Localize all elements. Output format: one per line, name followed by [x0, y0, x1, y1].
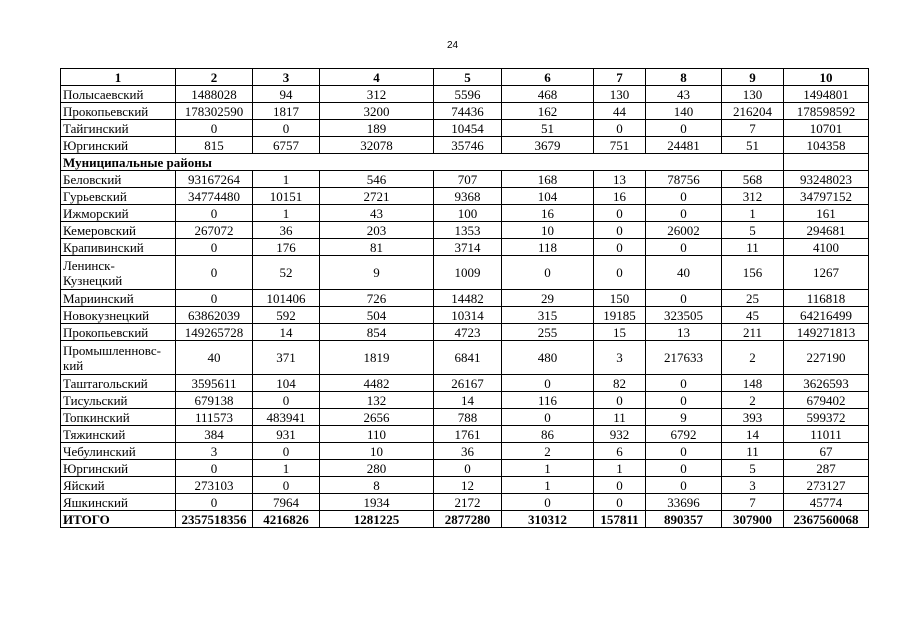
table-cell: 7	[722, 494, 784, 511]
table-cell: 10701	[784, 120, 869, 137]
table-cell: 854	[320, 324, 434, 341]
table-cell: 10314	[434, 307, 502, 324]
table-cell: 0	[594, 239, 646, 256]
row-label: Прокопьевский	[61, 324, 176, 341]
table-cell: 1	[594, 460, 646, 477]
table-cell: 1	[502, 460, 594, 477]
column-header: 4	[320, 69, 434, 86]
table-cell: 1819	[320, 341, 434, 375]
data-table	[60, 68, 869, 528]
row-label: Беловский	[61, 171, 176, 188]
table-cell: 15	[594, 324, 646, 341]
row-label: Яшкинский	[61, 494, 176, 511]
column-header: 10	[784, 69, 869, 86]
total-cell: 2877280	[434, 511, 502, 528]
table-cell: 384	[176, 426, 253, 443]
table-row	[61, 86, 869, 103]
row-label: Тисульский	[61, 392, 176, 409]
table-cell: 14482	[434, 290, 502, 307]
table-cell: 104	[253, 375, 320, 392]
table-cell: 0	[594, 222, 646, 239]
table-cell: 5596	[434, 86, 502, 103]
total-cell: 4216826	[253, 511, 320, 528]
table-cell: 8	[320, 477, 434, 494]
table-cell: 546	[320, 171, 434, 188]
table-cell: 0	[176, 256, 253, 290]
table-cell: 0	[646, 460, 722, 477]
table-row	[61, 239, 869, 256]
table-cell: 104358	[784, 137, 869, 154]
column-header: 2	[176, 69, 253, 86]
column-header: 1	[61, 69, 176, 86]
table-cell: 7964	[253, 494, 320, 511]
table-cell: 118	[502, 239, 594, 256]
table-cell: 132	[320, 392, 434, 409]
table-cell: 5	[722, 222, 784, 239]
row-label: Юргинский	[61, 137, 176, 154]
table-cell: 679402	[784, 392, 869, 409]
column-header: 5	[434, 69, 502, 86]
table-cell: 0	[594, 205, 646, 222]
table-cell: 0	[176, 290, 253, 307]
total-cell: 307900	[722, 511, 784, 528]
table-cell: 0	[502, 409, 594, 426]
table-cell: 51	[502, 120, 594, 137]
table-row	[61, 256, 869, 290]
table-cell: 36	[253, 222, 320, 239]
table-cell: 26002	[646, 222, 722, 239]
table-cell: 11011	[784, 426, 869, 443]
table-cell: 0	[594, 477, 646, 494]
section-title: Муниципальные районы	[61, 154, 784, 171]
table-cell: 1494801	[784, 86, 869, 103]
row-label: Полысаевский	[61, 86, 176, 103]
table-cell: 0	[646, 392, 722, 409]
table-cell: 216204	[722, 103, 784, 120]
table-row	[61, 120, 869, 137]
column-header: 3	[253, 69, 320, 86]
table-cell: 64216499	[784, 307, 869, 324]
row-label: Чебулинский	[61, 443, 176, 460]
table-cell: 3200	[320, 103, 434, 120]
table-cell: 4482	[320, 375, 434, 392]
table-cell: 315	[502, 307, 594, 324]
table-cell: 24481	[646, 137, 722, 154]
table-cell: 3714	[434, 239, 502, 256]
table-cell: 6757	[253, 137, 320, 154]
table-cell: 679138	[176, 392, 253, 409]
table-cell: 104	[502, 188, 594, 205]
table-row	[61, 426, 869, 443]
table-cell: 0	[646, 290, 722, 307]
table-cell: 504	[320, 307, 434, 324]
row-label: Ленинск-Кузнецкий	[61, 256, 176, 290]
table-cell: 0	[646, 239, 722, 256]
table-cell: 10	[502, 222, 594, 239]
table-cell: 36	[434, 443, 502, 460]
table-cell: 161	[784, 205, 869, 222]
table-cell: 1353	[434, 222, 502, 239]
row-label: Таштагольский	[61, 375, 176, 392]
table-cell: 5	[722, 460, 784, 477]
table-cell: 592	[253, 307, 320, 324]
table-cell: 0	[176, 205, 253, 222]
column-header: 7	[594, 69, 646, 86]
table-cell: 40	[646, 256, 722, 290]
total-row	[61, 511, 869, 528]
total-cell: 2367560068	[784, 511, 869, 528]
table-cell: 0	[434, 460, 502, 477]
table-cell: 0	[253, 477, 320, 494]
table-cell: 12	[434, 477, 502, 494]
table-cell: 4723	[434, 324, 502, 341]
row-label: Новокузнецкий	[61, 307, 176, 324]
table-cell: 34797152	[784, 188, 869, 205]
table-row	[61, 392, 869, 409]
total-cell: 2357518356	[176, 511, 253, 528]
table-cell: 168	[502, 171, 594, 188]
table-cell: 568	[722, 171, 784, 188]
table-cell: 0	[594, 392, 646, 409]
row-label: Кемеровский	[61, 222, 176, 239]
table-cell: 86	[502, 426, 594, 443]
table-cell: 14	[722, 426, 784, 443]
table-cell: 93248023	[784, 171, 869, 188]
table-cell: 932	[594, 426, 646, 443]
table-cell: 1267	[784, 256, 869, 290]
table-cell: 6841	[434, 341, 502, 375]
table-cell: 0	[253, 120, 320, 137]
row-label: Промышленновс-кий	[61, 341, 176, 375]
table-cell: 100	[434, 205, 502, 222]
total-cell: 1281225	[320, 511, 434, 528]
table-cell: 33696	[646, 494, 722, 511]
table-row	[61, 171, 869, 188]
table-row	[61, 443, 869, 460]
table-cell: 0	[176, 494, 253, 511]
table-cell: 1488028	[176, 86, 253, 103]
table-cell: 43	[646, 86, 722, 103]
table-cell: 162	[502, 103, 594, 120]
table-cell: 371	[253, 341, 320, 375]
table-cell: 78756	[646, 171, 722, 188]
table-cell: 0	[253, 443, 320, 460]
table-cell: 11	[722, 443, 784, 460]
table-cell: 16	[594, 188, 646, 205]
row-label: Тяжинский	[61, 426, 176, 443]
table-cell: 0	[594, 120, 646, 137]
table-row	[61, 409, 869, 426]
table-row	[61, 341, 869, 375]
table-cell: 3	[594, 341, 646, 375]
table-cell: 26167	[434, 375, 502, 392]
table-cell: 0	[502, 494, 594, 511]
table-cell: 0	[646, 120, 722, 137]
table-cell: 44	[594, 103, 646, 120]
table-cell: 0	[176, 239, 253, 256]
table-cell: 273127	[784, 477, 869, 494]
table-cell: 0	[646, 205, 722, 222]
table-cell: 1	[502, 477, 594, 494]
table-cell: 149271813	[784, 324, 869, 341]
table-cell: 751	[594, 137, 646, 154]
table-cell: 1	[722, 205, 784, 222]
table-cell: 116	[502, 392, 594, 409]
table-cell: 0	[502, 375, 594, 392]
row-label: Прокопьевский	[61, 103, 176, 120]
table-cell: 203	[320, 222, 434, 239]
table-cell: 10	[320, 443, 434, 460]
row-label: Крапивинский	[61, 239, 176, 256]
column-header: 6	[502, 69, 594, 86]
row-label: Яйский	[61, 477, 176, 494]
table-cell: 0	[594, 256, 646, 290]
table-cell: 140	[646, 103, 722, 120]
total-cell: 310312	[502, 511, 594, 528]
table-cell: 111573	[176, 409, 253, 426]
row-label: Юргинский	[61, 460, 176, 477]
table-cell: 40	[176, 341, 253, 375]
page-number: 24	[446, 40, 459, 51]
table-cell: 116818	[784, 290, 869, 307]
row-label: Тайгинский	[61, 120, 176, 137]
table-cell: 1934	[320, 494, 434, 511]
table-cell: 707	[434, 171, 502, 188]
table-cell: 0	[646, 477, 722, 494]
section-row	[61, 154, 869, 171]
table-cell: 312	[320, 86, 434, 103]
table-cell: 178302590	[176, 103, 253, 120]
table-cell: 13	[646, 324, 722, 341]
table-cell: 52	[253, 256, 320, 290]
table-cell	[784, 154, 869, 171]
table-cell: 0	[646, 375, 722, 392]
header-row	[61, 69, 869, 86]
table-cell: 287	[784, 460, 869, 477]
table-cell: 43	[320, 205, 434, 222]
table-cell: 6792	[646, 426, 722, 443]
table-cell: 82	[594, 375, 646, 392]
table-cell: 81	[320, 239, 434, 256]
table-row	[61, 460, 869, 477]
table-cell: 255	[502, 324, 594, 341]
table-cell: 11	[594, 409, 646, 426]
total-cell: 890357	[646, 511, 722, 528]
table-row	[61, 307, 869, 324]
table-cell: 35746	[434, 137, 502, 154]
table-cell: 2	[502, 443, 594, 460]
table-cell: 0	[253, 392, 320, 409]
table-cell: 67	[784, 443, 869, 460]
table-cell: 14	[253, 324, 320, 341]
table-cell: 51	[722, 137, 784, 154]
table-cell: 788	[434, 409, 502, 426]
table-cell: 10454	[434, 120, 502, 137]
table-cell: 273103	[176, 477, 253, 494]
table-cell: 0	[502, 256, 594, 290]
table-cell: 11	[722, 239, 784, 256]
table-cell: 14	[434, 392, 502, 409]
table-row	[61, 188, 869, 205]
table-cell: 29	[502, 290, 594, 307]
table-cell: 45	[722, 307, 784, 324]
table-cell: 468	[502, 86, 594, 103]
table-cell: 0	[594, 494, 646, 511]
table-cell: 93167264	[176, 171, 253, 188]
table-cell: 726	[320, 290, 434, 307]
table-cell: 2172	[434, 494, 502, 511]
table-cell: 3	[722, 477, 784, 494]
table-cell: 32078	[320, 137, 434, 154]
table-cell: 3	[176, 443, 253, 460]
table-cell: 10151	[253, 188, 320, 205]
table-row	[61, 324, 869, 341]
table-cell: 9	[320, 256, 434, 290]
table-cell: 931	[253, 426, 320, 443]
table-cell: 280	[320, 460, 434, 477]
column-header: 8	[646, 69, 722, 86]
row-label: Гурьевский	[61, 188, 176, 205]
table-cell: 294681	[784, 222, 869, 239]
table-cell: 130	[594, 86, 646, 103]
table-cell: 3679	[502, 137, 594, 154]
table-cell: 393	[722, 409, 784, 426]
row-label: Ижморский	[61, 205, 176, 222]
table-cell: 1	[253, 205, 320, 222]
table-cell: 34774480	[176, 188, 253, 205]
table-cell: 599372	[784, 409, 869, 426]
table-cell: 74436	[434, 103, 502, 120]
table-cell: 94	[253, 86, 320, 103]
table-cell: 189	[320, 120, 434, 137]
table-cell: 1761	[434, 426, 502, 443]
table-row	[61, 290, 869, 307]
table-cell: 217633	[646, 341, 722, 375]
table-cell: 1	[253, 171, 320, 188]
table-cell: 176	[253, 239, 320, 256]
table-cell: 19185	[594, 307, 646, 324]
table-row	[61, 222, 869, 239]
table-cell: 45774	[784, 494, 869, 511]
table-cell: 267072	[176, 222, 253, 239]
table-cell: 25	[722, 290, 784, 307]
table-row	[61, 137, 869, 154]
table-cell: 4100	[784, 239, 869, 256]
total-cell: 157811	[594, 511, 646, 528]
table-cell: 0	[646, 188, 722, 205]
table-cell: 1009	[434, 256, 502, 290]
table-cell: 0	[176, 120, 253, 137]
table-cell: 2721	[320, 188, 434, 205]
table-cell: 3626593	[784, 375, 869, 392]
table-cell: 63862039	[176, 307, 253, 324]
table-cell: 2656	[320, 409, 434, 426]
table-cell: 815	[176, 137, 253, 154]
table-cell: 227190	[784, 341, 869, 375]
table-cell: 2	[722, 392, 784, 409]
table-cell: 13	[594, 171, 646, 188]
table-cell: 323505	[646, 307, 722, 324]
table-cell: 0	[646, 443, 722, 460]
table-cell: 3595611	[176, 375, 253, 392]
table-cell: 148	[722, 375, 784, 392]
table-cell: 2	[722, 341, 784, 375]
table-row	[61, 375, 869, 392]
table-cell: 16	[502, 205, 594, 222]
table-row	[61, 494, 869, 511]
table-cell: 9	[646, 409, 722, 426]
row-label: Топкинский	[61, 409, 176, 426]
table-cell: 7	[722, 120, 784, 137]
table-row	[61, 103, 869, 120]
table-cell: 156	[722, 256, 784, 290]
total-label: ИТОГО	[61, 511, 176, 528]
table-row	[61, 205, 869, 222]
table-cell: 101406	[253, 290, 320, 307]
table-cell: 312	[722, 188, 784, 205]
table-cell: 149265728	[176, 324, 253, 341]
table-cell: 1	[253, 460, 320, 477]
table-cell: 480	[502, 341, 594, 375]
table-row	[61, 477, 869, 494]
table-cell: 483941	[253, 409, 320, 426]
table-cell: 110	[320, 426, 434, 443]
table-cell: 211	[722, 324, 784, 341]
table-cell: 178598592	[784, 103, 869, 120]
table-cell: 150	[594, 290, 646, 307]
table-cell: 130	[722, 86, 784, 103]
column-header: 9	[722, 69, 784, 86]
table-cell: 6	[594, 443, 646, 460]
row-label: Мариинский	[61, 290, 176, 307]
table-cell: 1817	[253, 103, 320, 120]
table-cell: 0	[176, 460, 253, 477]
table-cell: 9368	[434, 188, 502, 205]
